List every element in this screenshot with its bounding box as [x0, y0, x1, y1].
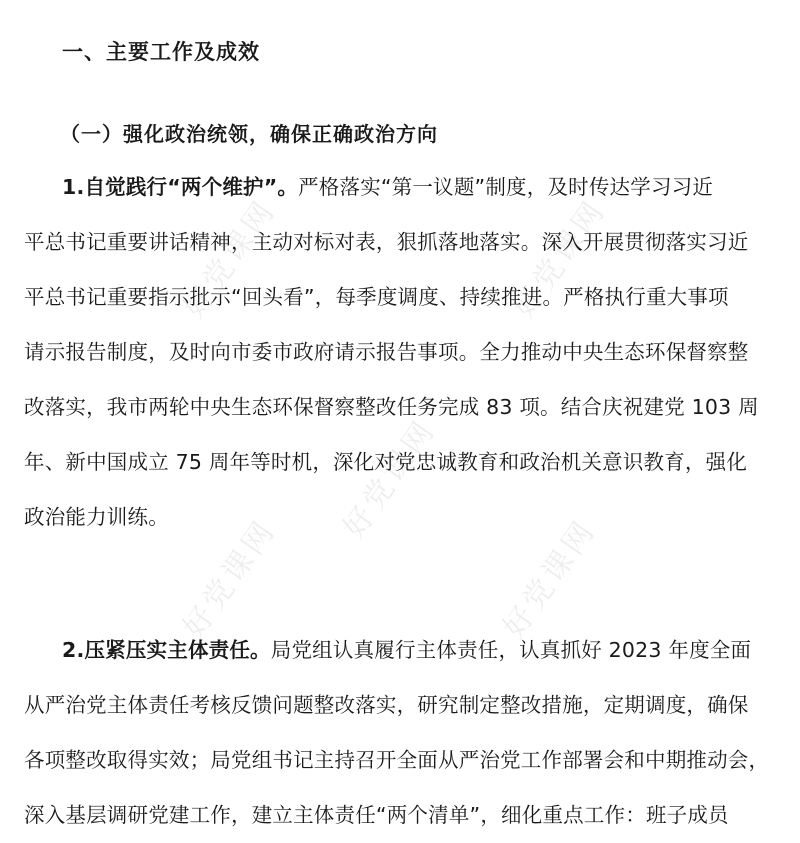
paragraph-line: 请示报告制度，及时向市委市政府请示报告事项。全力推动中央生态环保督察整 [24, 340, 749, 364]
paragraph-text: 严格落实“第一议题”制度，及时传达学习习近 [298, 175, 714, 199]
watermark: 好党课网 [176, 513, 284, 645]
paragraph-line: 深入基层调研党建工作，建立主体责任“两个清单”，细化重点工作：班子成员 [24, 803, 729, 827]
subsection-heading: （一）强化政治统领，确保正确政治方向 [60, 122, 438, 146]
watermark: 好党课网 [336, 413, 444, 545]
paragraph-line: 各项整改取得实效；局党组书记主持召开全面从严治党工作部署会和中期推动会， [24, 748, 770, 772]
paragraph-political-leadership [24, 160, 776, 545]
paragraph-line: 政治能力训练。 [24, 505, 169, 529]
paragraph-main-responsibility [24, 623, 776, 843]
paragraph-line: 改落实，我市两轮中央生态环保督察整改任务完成 83 项。结合庆祝建党 103 周 [24, 395, 759, 419]
watermark: 好党课网 [176, 193, 284, 325]
paragraph-lead: 1.自觉践行“两个维护”。 [62, 175, 299, 199]
paragraph-line: 从严治党主体责任考核反馈问题整改落实，研究制定整改措施，定期调度，确保 [24, 693, 749, 717]
watermark: 好党课网 [506, 193, 614, 325]
paragraph-text: 局党组认真履行主体责任，认真抓好 2023 年度全面 [270, 638, 752, 662]
paragraph-line [24, 160, 776, 215]
paragraph-line [24, 623, 776, 678]
paragraph-line: 平总书记重要讲话精神，主动对标对表，狠抓落地落实。深入开展贯彻落实习近 [24, 230, 749, 254]
paragraph-line: 平总书记重要指示批示“回头看”，每季度调度、持续推进。严格执行重大事项 [24, 285, 729, 309]
watermark: 好党课网 [496, 513, 604, 645]
paragraph-line: 年、新中国成立 75 周年等时机，深化对党忠诚教育和政治机关意识教育，强化 [24, 450, 748, 474]
section-heading: 一、主要工作及成效 [62, 40, 260, 64]
paragraph-lead: 2.压紧压实主体责任。 [62, 638, 271, 662]
